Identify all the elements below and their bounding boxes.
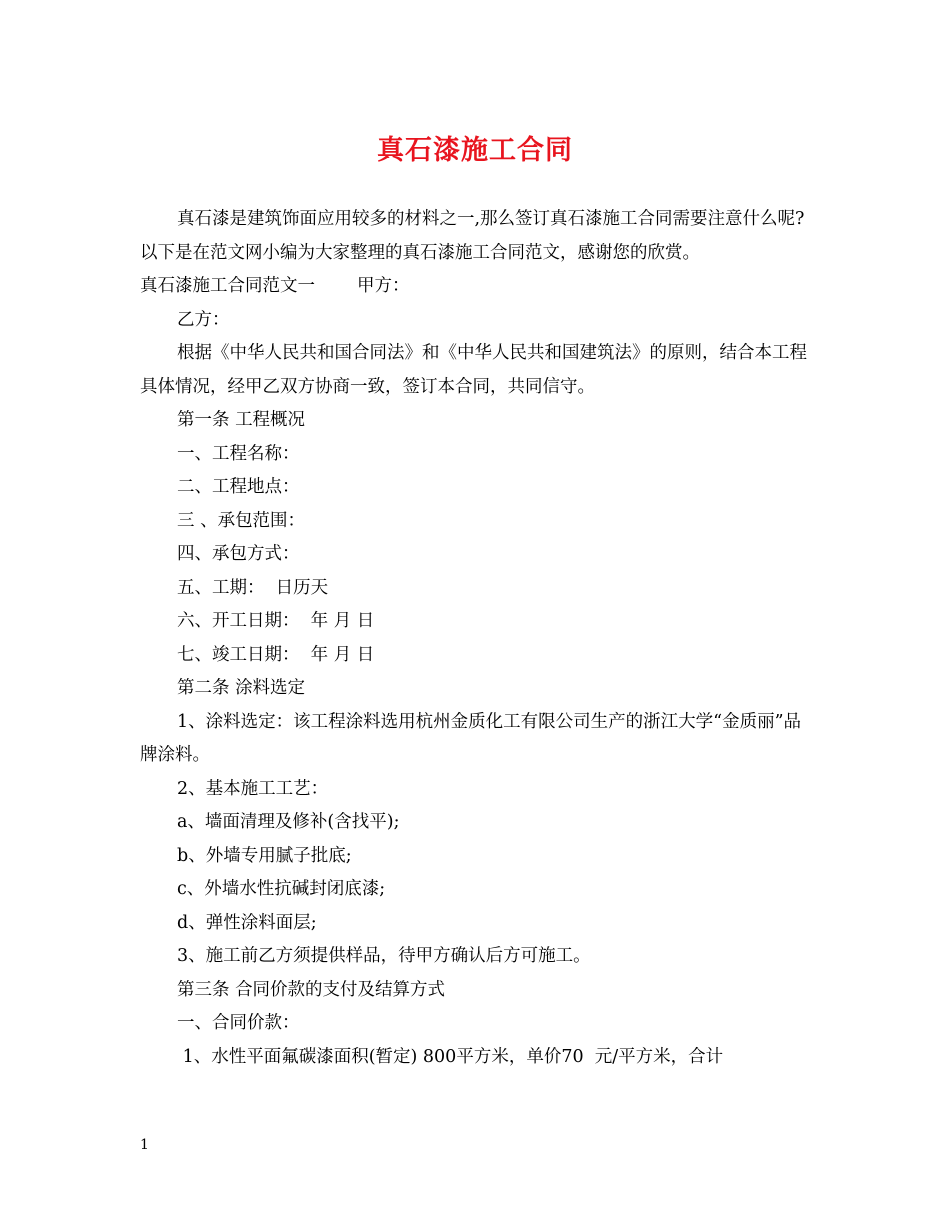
clause-line: 一、合同价款： bbox=[177, 1013, 300, 1033]
clause-line: d、弹性涂料面层; bbox=[177, 912, 317, 933]
clause-line: 二、工程地点： bbox=[177, 477, 300, 497]
sample-heading: 真石漆施工合同范文一 bbox=[140, 276, 315, 296]
clause-line: 三 、承包范围： bbox=[177, 510, 306, 531]
clause-line: 四、承包方式： bbox=[177, 544, 300, 564]
clause-line: c、外墙水性抗碱封闭底漆; bbox=[177, 879, 386, 899]
preamble-paragraph: 根据《中华人民共和国合同法》和《中华人民共和国建筑法》的原则，结合本工程具体情况，经甲乙双方协商一致，签订本合同，共同信守。 bbox=[140, 343, 807, 397]
sample-heading-line bbox=[140, 270, 812, 304]
clause-line: 一、工程名称： bbox=[177, 443, 300, 464]
clause-line: a、墙面清理及修补(含找平); bbox=[177, 812, 400, 832]
document-title: 真石漆施工合同 bbox=[377, 135, 573, 166]
page-number: 1 bbox=[140, 1137, 149, 1153]
clause-line: b、外墙专用腻子批底; bbox=[177, 845, 352, 866]
clause-line: 第一条 工程概况 bbox=[177, 410, 306, 430]
clause-line: 第三条 合同价款的支付及结算方式 bbox=[177, 979, 446, 1000]
clause-line: 七、竣工日期： 年 月 日 bbox=[177, 644, 375, 665]
party-b-label: 乙方： bbox=[177, 309, 230, 330]
paint-selection-paragraph: 1、涂料选定：该工程涂料选用杭州金质化工有限公司生产的浙江大学“金质丽”品牌涂料。 bbox=[140, 711, 802, 765]
clause-line: 五、工期： 日历天 bbox=[177, 577, 329, 598]
clause-line: 3、施工前乙方须提供样品，待甲方确认后方可施工。 bbox=[177, 946, 591, 966]
intro-paragraph: 真石漆是建筑饰面应用较多的材料之一,那么签订真石漆施工合同需要注意什么呢?以下是在范文网小编为大家整理的真石漆施工合同范文，感谢您的欣赏。 bbox=[140, 209, 805, 263]
clause-line: 六、开工日期： 年 月 日 bbox=[177, 611, 375, 631]
party-a-label: 甲方： bbox=[357, 276, 410, 296]
document-body bbox=[140, 203, 812, 1074]
clause-line: 第二条 涂料选定 bbox=[177, 678, 306, 698]
clause-line: 2、基本施工工艺： bbox=[177, 778, 329, 799]
price-line: 1、水性平面氟碳漆面积(暂定) 800平方米，单价70 元/平方米，合计 bbox=[177, 1046, 724, 1067]
